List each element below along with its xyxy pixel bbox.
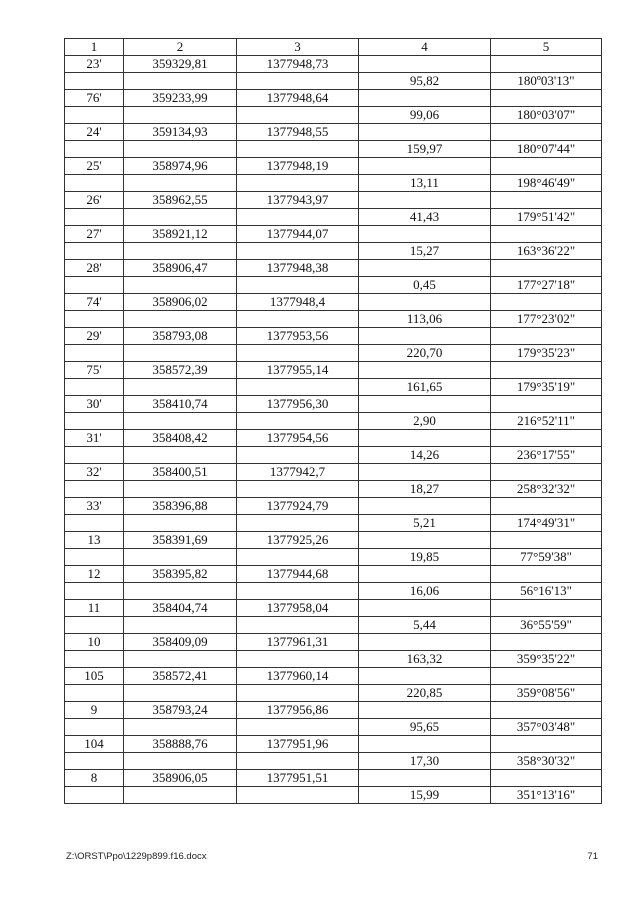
y-coordinate-cell: 1377956,30 [237, 396, 359, 413]
y-coordinate-cell [237, 209, 359, 226]
point-id-cell [65, 583, 124, 600]
distance-cell [359, 566, 491, 583]
y-coordinate-cell [237, 617, 359, 634]
point-id-cell [65, 719, 124, 736]
point-id-cell [65, 481, 124, 498]
table-row [65, 209, 602, 226]
x-coordinate-cell [124, 345, 237, 362]
bearing-cell: 357°03'48" [491, 719, 602, 736]
point-id-cell: 23' [65, 56, 124, 73]
y-coordinate-cell: 1377948,4 [237, 294, 359, 311]
y-coordinate-cell [237, 243, 359, 260]
y-coordinate-cell [237, 277, 359, 294]
bearing-cell: 179°51'42" [491, 209, 602, 226]
x-coordinate-cell: 358410,74 [124, 396, 237, 413]
bearing-cell [491, 532, 602, 549]
distance-cell: 15,27 [359, 243, 491, 260]
x-coordinate-cell: 358404,74 [124, 600, 237, 617]
table-row [65, 430, 602, 447]
x-coordinate-cell: 358962,55 [124, 192, 237, 209]
distance-cell: 16,06 [359, 583, 491, 600]
point-id-cell [65, 73, 124, 90]
x-coordinate-cell: 358906,02 [124, 294, 237, 311]
point-id-cell [65, 787, 124, 804]
x-coordinate-cell [124, 617, 237, 634]
point-id-cell [65, 209, 124, 226]
distance-cell: 41,43 [359, 209, 491, 226]
point-id-cell: 33' [65, 498, 124, 515]
bearing-cell: 77°59'38" [491, 549, 602, 566]
point-id-cell [65, 345, 124, 362]
table-row [65, 685, 602, 702]
y-coordinate-cell: 1377961,31 [237, 634, 359, 651]
y-coordinate-cell: 1377948,73 [237, 56, 359, 73]
point-id-cell: 25' [65, 158, 124, 175]
x-coordinate-cell: 358793,08 [124, 328, 237, 345]
distance-cell: 161,65 [359, 379, 491, 396]
table-row [65, 736, 602, 753]
point-id-cell [65, 141, 124, 158]
y-coordinate-cell [237, 753, 359, 770]
point-id-cell: 24' [65, 124, 124, 141]
bearing-cell [491, 294, 602, 311]
bearing-cell [491, 702, 602, 719]
x-coordinate-cell: 358409,09 [124, 634, 237, 651]
distance-cell [359, 124, 491, 141]
table-row [65, 328, 602, 345]
bearing-cell: 174°49'31" [491, 515, 602, 532]
distance-cell: 95,65 [359, 719, 491, 736]
x-coordinate-cell [124, 277, 237, 294]
distance-cell: 2,90 [359, 413, 491, 430]
y-coordinate-cell: 1377956,86 [237, 702, 359, 719]
distance-cell: 14,26 [359, 447, 491, 464]
y-coordinate-cell [237, 413, 359, 430]
column-header: 5 [491, 39, 602, 56]
x-coordinate-cell: 358400,51 [124, 464, 237, 481]
distance-cell: 5,21 [359, 515, 491, 532]
bearing-cell [491, 260, 602, 277]
bearing-cell: 177°27'18" [491, 277, 602, 294]
y-coordinate-cell [237, 481, 359, 498]
x-coordinate-cell: 359233,99 [124, 90, 237, 107]
y-coordinate-cell: 1377948,38 [237, 260, 359, 277]
y-coordinate-cell: 1377953,56 [237, 328, 359, 345]
table-row [65, 107, 602, 124]
distance-cell: 220,70 [359, 345, 491, 362]
bearing-cell: 258°32'32" [491, 481, 602, 498]
x-coordinate-cell: 359329,81 [124, 56, 237, 73]
bearing-cell [491, 464, 602, 481]
x-coordinate-cell [124, 243, 237, 260]
point-id-cell [65, 379, 124, 396]
x-coordinate-cell [124, 175, 237, 192]
distance-cell [359, 56, 491, 73]
distance-cell: 17,30 [359, 753, 491, 770]
point-id-cell: 28' [65, 260, 124, 277]
bearing-cell [491, 634, 602, 651]
table-row [65, 243, 602, 260]
x-coordinate-cell [124, 719, 237, 736]
point-id-cell: 31' [65, 430, 124, 447]
distance-cell [359, 668, 491, 685]
x-coordinate-cell [124, 379, 237, 396]
bearing-cell: 56°16'13" [491, 583, 602, 600]
distance-cell: 95,82 [359, 73, 491, 90]
bearing-cell: 163°36'22" [491, 243, 602, 260]
bearing-cell: 36°55'59" [491, 617, 602, 634]
x-coordinate-cell: 358572,39 [124, 362, 237, 379]
y-coordinate-cell: 1377944,68 [237, 566, 359, 583]
x-coordinate-cell [124, 447, 237, 464]
y-coordinate-cell: 1377948,55 [237, 124, 359, 141]
bearing-cell [491, 430, 602, 447]
point-id-cell: 32' [65, 464, 124, 481]
table-row [65, 362, 602, 379]
x-coordinate-cell [124, 549, 237, 566]
x-coordinate-cell [124, 753, 237, 770]
table-row [65, 192, 602, 209]
x-coordinate-cell [124, 209, 237, 226]
y-coordinate-cell [237, 787, 359, 804]
table-row [65, 311, 602, 328]
table-body [65, 56, 602, 804]
point-id-cell [65, 651, 124, 668]
point-id-cell: 76' [65, 90, 124, 107]
table-row [65, 481, 602, 498]
y-coordinate-cell: 1377942,7 [237, 464, 359, 481]
table-row [65, 260, 602, 277]
y-coordinate-cell: 1377951,96 [237, 736, 359, 753]
point-id-cell [65, 311, 124, 328]
y-coordinate-cell [237, 515, 359, 532]
bearing-cell: 359°35'22" [491, 651, 602, 668]
table-row [65, 719, 602, 736]
y-coordinate-cell [237, 73, 359, 90]
point-id-cell: 74' [65, 294, 124, 311]
table-row [65, 668, 602, 685]
distance-cell: 13,11 [359, 175, 491, 192]
bearing-cell [491, 600, 602, 617]
x-coordinate-cell: 358408,42 [124, 430, 237, 447]
y-coordinate-cell [237, 311, 359, 328]
table-row [65, 413, 602, 430]
x-coordinate-cell [124, 583, 237, 600]
bearing-cell [491, 328, 602, 345]
y-coordinate-cell [237, 175, 359, 192]
bearing-cell [491, 736, 602, 753]
bearing-cell [491, 668, 602, 685]
table-row [65, 56, 602, 73]
bearing-cell: 179°35'19" [491, 379, 602, 396]
y-coordinate-cell: 1377960,14 [237, 668, 359, 685]
x-coordinate-cell [124, 413, 237, 430]
point-id-cell [65, 413, 124, 430]
point-id-cell [65, 685, 124, 702]
point-id-cell [65, 277, 124, 294]
y-coordinate-cell: 1377948,19 [237, 158, 359, 175]
bearing-cell: 179°35'23" [491, 345, 602, 362]
table-row [65, 345, 602, 362]
table-row [65, 158, 602, 175]
x-coordinate-cell: 358888,76 [124, 736, 237, 753]
y-coordinate-cell [237, 549, 359, 566]
table-row [65, 294, 602, 311]
table-row [65, 141, 602, 158]
y-coordinate-cell [237, 719, 359, 736]
x-coordinate-cell: 358793,24 [124, 702, 237, 719]
x-coordinate-cell: 359134,93 [124, 124, 237, 141]
distance-cell [359, 430, 491, 447]
table-row [65, 600, 602, 617]
point-id-cell [65, 617, 124, 634]
bearing-cell: 351°13'16" [491, 787, 602, 804]
table-row [65, 617, 602, 634]
bearing-cell [491, 770, 602, 787]
bearing-cell: 180°03'07" [491, 107, 602, 124]
column-header: 1 [65, 39, 124, 56]
bearing-cell: 198°46'49" [491, 175, 602, 192]
distance-cell [359, 362, 491, 379]
y-coordinate-cell: 1377958,04 [237, 600, 359, 617]
x-coordinate-cell: 358906,05 [124, 770, 237, 787]
distance-cell [359, 498, 491, 515]
distance-cell: 220,85 [359, 685, 491, 702]
table-header-row [65, 39, 602, 56]
table-row [65, 583, 602, 600]
bearing-cell: 180°07'44" [491, 141, 602, 158]
point-id-cell [65, 107, 124, 124]
table-row [65, 566, 602, 583]
table-row [65, 124, 602, 141]
x-coordinate-cell: 358974,96 [124, 158, 237, 175]
y-coordinate-cell: 1377954,56 [237, 430, 359, 447]
point-id-cell [65, 549, 124, 566]
y-coordinate-cell: 1377955,14 [237, 362, 359, 379]
point-id-cell: 27' [65, 226, 124, 243]
table-row [65, 379, 602, 396]
distance-cell [359, 328, 491, 345]
x-coordinate-cell: 358391,69 [124, 532, 237, 549]
y-coordinate-cell: 1377951,51 [237, 770, 359, 787]
x-coordinate-cell: 358396,88 [124, 498, 237, 515]
point-id-cell [65, 515, 124, 532]
bearing-cell: 236°17'55" [491, 447, 602, 464]
bearing-cell [491, 192, 602, 209]
point-id-cell: 26' [65, 192, 124, 209]
point-id-cell [65, 175, 124, 192]
distance-cell [359, 600, 491, 617]
bearing-cell: 358°30'32" [491, 753, 602, 770]
bearing-cell: 216°52'11" [491, 413, 602, 430]
bearing-cell [491, 158, 602, 175]
x-coordinate-cell [124, 141, 237, 158]
distance-cell [359, 770, 491, 787]
y-coordinate-cell: 1377924,79 [237, 498, 359, 515]
bearing-cell [491, 396, 602, 413]
y-coordinate-cell [237, 345, 359, 362]
x-coordinate-cell [124, 787, 237, 804]
x-coordinate-cell [124, 73, 237, 90]
x-coordinate-cell [124, 515, 237, 532]
distance-cell: 113,06 [359, 311, 491, 328]
distance-cell [359, 294, 491, 311]
y-coordinate-cell [237, 651, 359, 668]
y-coordinate-cell [237, 141, 359, 158]
bearing-cell [491, 498, 602, 515]
bearing-cell: 177°23'02" [491, 311, 602, 328]
distance-cell [359, 90, 491, 107]
x-coordinate-cell: 358395,82 [124, 566, 237, 583]
coordinates-table [64, 38, 602, 804]
x-coordinate-cell: 358906,47 [124, 260, 237, 277]
x-coordinate-cell [124, 685, 237, 702]
y-coordinate-cell [237, 107, 359, 124]
distance-cell [359, 192, 491, 209]
column-header: 2 [124, 39, 237, 56]
table-row [65, 464, 602, 481]
x-coordinate-cell [124, 311, 237, 328]
table-row [65, 90, 602, 107]
x-coordinate-cell [124, 651, 237, 668]
point-id-cell: 30' [65, 396, 124, 413]
distance-cell: 99,06 [359, 107, 491, 124]
distance-cell [359, 736, 491, 753]
table-row [65, 175, 602, 192]
distance-cell [359, 464, 491, 481]
x-coordinate-cell: 358572,41 [124, 668, 237, 685]
distance-cell [359, 158, 491, 175]
bearing-cell [491, 56, 602, 73]
table-row [65, 702, 602, 719]
point-id-cell: 8 [65, 770, 124, 787]
point-id-cell: 9 [65, 702, 124, 719]
table-row [65, 651, 602, 668]
table-row [65, 396, 602, 413]
footer-page-number: 71 [587, 851, 598, 862]
distance-cell [359, 634, 491, 651]
point-id-cell: 75' [65, 362, 124, 379]
bearing-cell [491, 362, 602, 379]
table-row [65, 73, 602, 90]
table-row [65, 277, 602, 294]
bearing-cell [491, 124, 602, 141]
point-id-cell: 104 [65, 736, 124, 753]
bearing-cell: 180º03'13" [491, 73, 602, 90]
column-header: 4 [359, 39, 491, 56]
distance-cell: 18,27 [359, 481, 491, 498]
point-id-cell: 29' [65, 328, 124, 345]
point-id-cell: 12 [65, 566, 124, 583]
bearing-cell: 359°08'56" [491, 685, 602, 702]
table-row [65, 549, 602, 566]
point-id-cell: 11 [65, 600, 124, 617]
distance-cell [359, 260, 491, 277]
column-header: 3 [237, 39, 359, 56]
point-id-cell: 105 [65, 668, 124, 685]
point-id-cell [65, 243, 124, 260]
distance-cell [359, 226, 491, 243]
x-coordinate-cell: 358921,12 [124, 226, 237, 243]
table-row [65, 226, 602, 243]
y-coordinate-cell: 1377925,26 [237, 532, 359, 549]
distance-cell: 15,99 [359, 787, 491, 804]
y-coordinate-cell: 1377948,64 [237, 90, 359, 107]
bearing-cell [491, 226, 602, 243]
table-row [65, 498, 602, 515]
distance-cell: 163,32 [359, 651, 491, 668]
y-coordinate-cell: 1377944,07 [237, 226, 359, 243]
table-row [65, 634, 602, 651]
distance-cell: 159,97 [359, 141, 491, 158]
point-id-cell: 13 [65, 532, 124, 549]
table-row [65, 787, 602, 804]
table-row [65, 770, 602, 787]
distance-cell: 19,85 [359, 549, 491, 566]
y-coordinate-cell [237, 379, 359, 396]
point-id-cell: 10 [65, 634, 124, 651]
x-coordinate-cell [124, 107, 237, 124]
distance-cell [359, 702, 491, 719]
table-row [65, 753, 602, 770]
footer-file-path: Z:\ORST\Ppo\1229p899.f16.docx [66, 851, 207, 862]
point-id-cell [65, 447, 124, 464]
y-coordinate-cell [237, 583, 359, 600]
table-row [65, 447, 602, 464]
table-row [65, 515, 602, 532]
x-coordinate-cell [124, 481, 237, 498]
bearing-cell [491, 90, 602, 107]
y-coordinate-cell [237, 447, 359, 464]
distance-cell: 5,44 [359, 617, 491, 634]
y-coordinate-cell [237, 685, 359, 702]
table-row [65, 532, 602, 549]
distance-cell: 0,45 [359, 277, 491, 294]
bearing-cell [491, 566, 602, 583]
distance-cell [359, 532, 491, 549]
distance-cell [359, 396, 491, 413]
point-id-cell [65, 753, 124, 770]
y-coordinate-cell: 1377943,97 [237, 192, 359, 209]
